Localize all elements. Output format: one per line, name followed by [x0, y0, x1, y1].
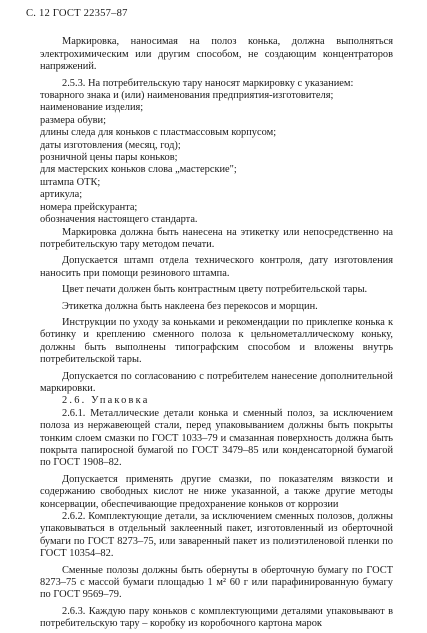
list-item: наименование изделия; [40, 102, 144, 114]
marking-list [40, 90, 393, 226]
paragraph-label-glue: Этикетка должна быть наклеена без перекосов и морщин. [62, 300, 318, 312]
list-item: даты изготовления (месяц, год); [40, 139, 181, 151]
page-header: С. 12 ГОСТ 22357–87 [26, 8, 128, 19]
paragraph-extra-marking: Допускается по согласованию с потребителем нанесение дополнительной маркировки. [40, 370, 393, 394]
paragraph-other-lubricants: Допускается применять другие смазки, по показателям вязкости и содержанию свободных кислот не ниже указанной, а также другие методы консервации, обеспечивающие предохранение коньков от коррозии [40, 473, 393, 510]
list-item: штампа ОТК; [40, 176, 101, 188]
clause-2-6-1: 2.6.1. Металлические детали конька и сменный полоз, за исключением полоза из нержавеющей стали, перед упаковыванием должны быть покрыты тонким слоем смазки по ГОСТ 1033–79 и смазанная поверхность должна быть покрыта папиросной бумагой по ГОСТ 3479–85 или конденсаторной бумагой по ГОСТ 1908–82. [40, 407, 393, 469]
clause-2-6-2: 2.6.2. Комплектующие детали, за исключением сменных полозов, должны упаковываться в отдельный заклеенный пакет, изготовленный из оберточной бумаги по ГОСТ 8273–75, или заваренный пакет из полиэтиленовой пленки по ГОСТ 10354–82. [40, 511, 393, 560]
paragraph-instructions: Инструкции по уходу за коньками и рекомендации по приклепке конька к ботинку и креплению сменного полоза к цельнометаллическому коньку, должны быть выполнены типографским способом и вложены внутрь потребительской тары. [40, 316, 393, 366]
list-item: розничной цены пары коньков; [40, 152, 178, 164]
paragraph-stamp: Допускается штамп отдела технического контроля, дату изготовления наносить при помощи резинового штампа. [40, 255, 393, 279]
list-item: номера прейскуранта; [40, 201, 138, 213]
list-item: артикула; [40, 189, 83, 201]
paragraph-spare-runners: Сменные полозы должны быть обернуты в оберточную бумагу по ГОСТ 8273–75 с массой бумаги площадью 1 м² 60 г или парафинированную бумагу по ГОСТ 9569–79. [40, 564, 393, 601]
paragraph-print-color: Цвет печати должен быть контрастным цвету потребительской тары. [62, 284, 368, 296]
list-item: товарного знака и (или) наименования предприятия-изготовителя; [40, 90, 334, 102]
list-item: обозначения настоящего стандарта. [40, 214, 198, 226]
list-item: длины следа для коньков с пластмассовым корпусом; [40, 127, 277, 139]
list-item: размера обуви; [40, 114, 106, 126]
clause-2-6-3: 2.6.3. Каждую пару коньков с комплектующими деталями упаковывают в потребительскую тару – коробку из коробочного картона марок [40, 605, 393, 630]
paragraph-label-print: Маркировка должна быть нанесена на этикетку или непосредственно на потребительскую тару методом печати. [40, 226, 393, 250]
paragraph-marking-runner: Маркировка, наносимая на полоз конька, должна выполняться электрохимическим или другим способом, не создающим концентраторов напряжений. [40, 36, 393, 73]
list-item: для мастерских коньков слова „мастерские"; [40, 164, 237, 176]
section-heading-packaging: 2.6. Упаковка [62, 395, 150, 407]
clause-2-5-3: 2.5.3. На потребительскую тару наносят маркировку с указанием: [62, 77, 354, 89]
